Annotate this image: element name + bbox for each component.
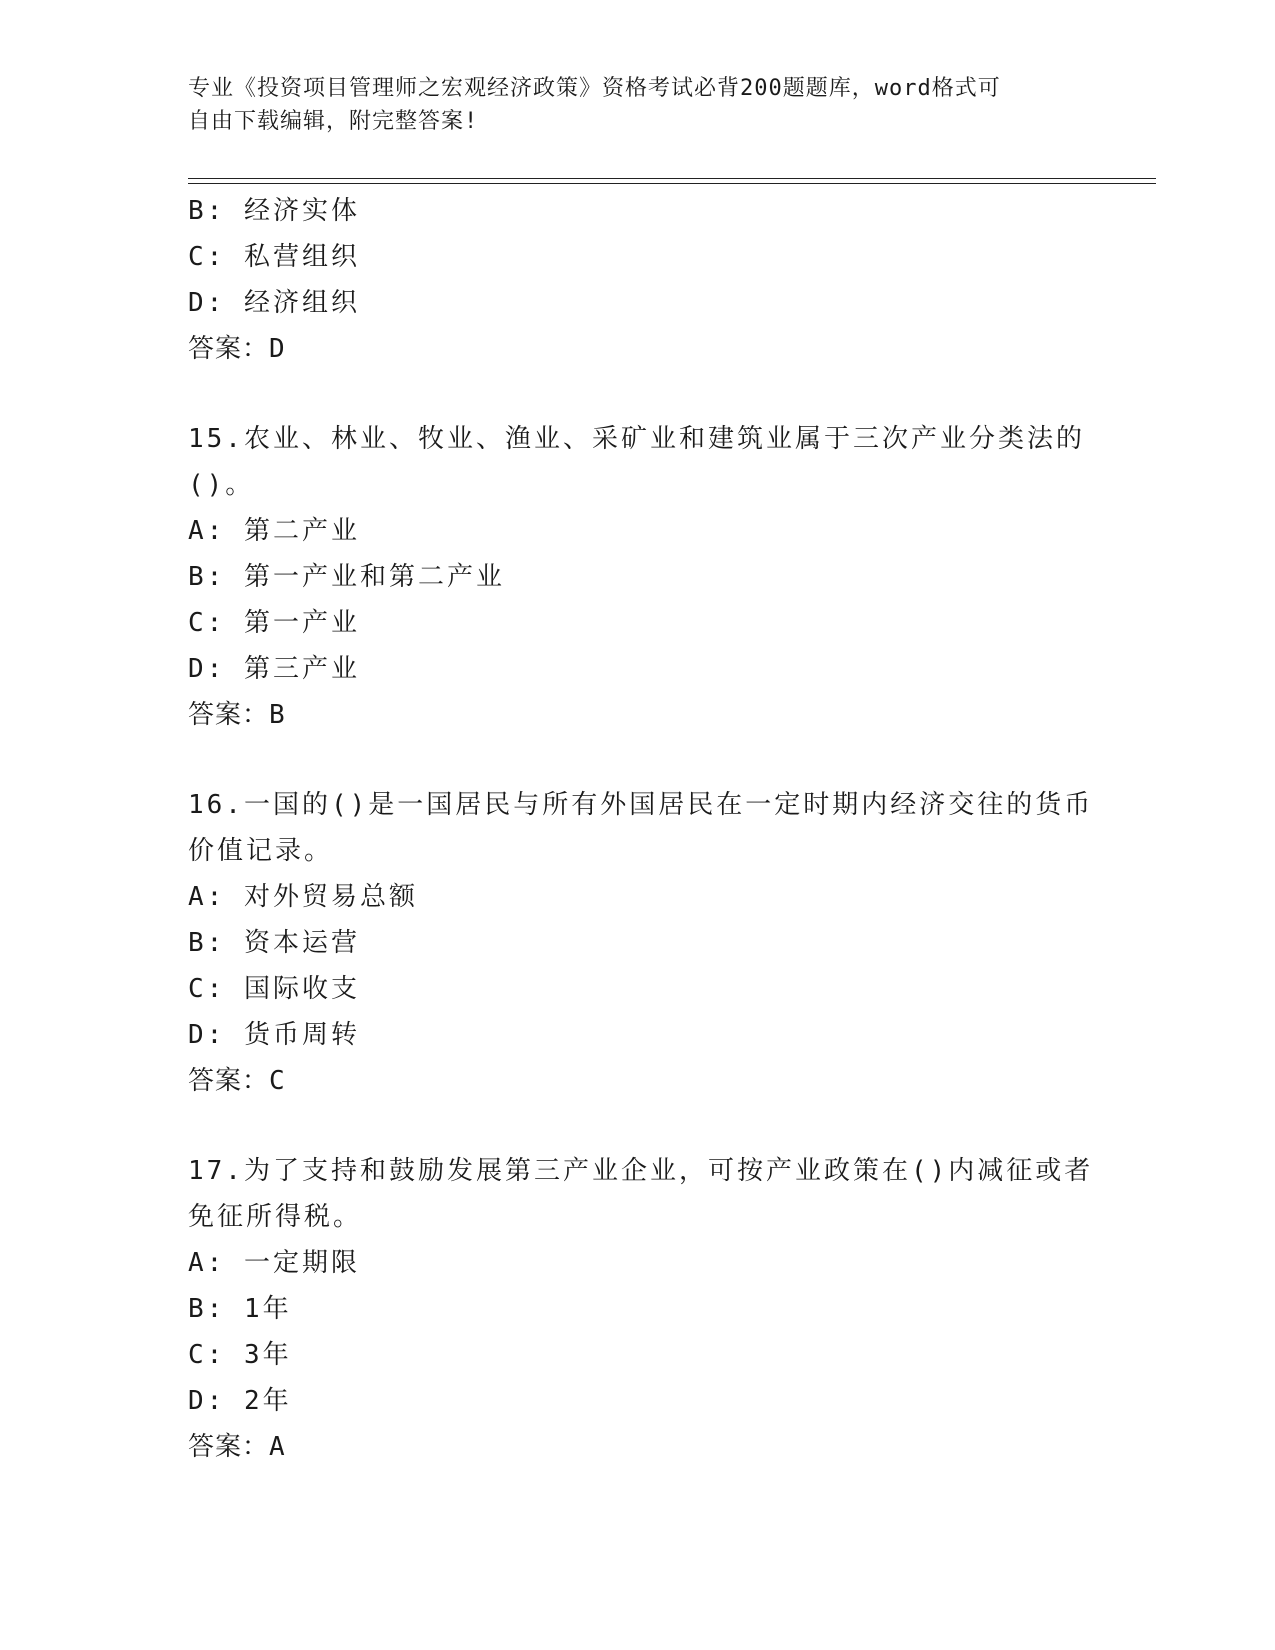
spacer — [188, 738, 1088, 782]
question-list — [188, 188, 1094, 1470]
answer-line: 答案：A — [188, 1432, 286, 1462]
answer-line: 答案：B — [188, 700, 286, 730]
option-b: B: 资本运营 — [188, 928, 360, 958]
option-a: A: 一定期限 — [188, 1248, 360, 1278]
header-divider-bottom — [188, 183, 1156, 184]
option-b: B: 经济实体 — [188, 196, 360, 226]
question-text-line-1: 15.农业、林业、牧业、渔业、采矿业和建筑业属于三次产业分类法的 — [188, 424, 1085, 454]
header-divider-top — [188, 178, 1156, 179]
question-text-line-2: 价值记录。 — [188, 836, 334, 866]
question-16 — [188, 782, 1094, 1104]
question-text-line-1: 16.一国的()是一国居民与所有外国居民在一定时期内经济交往的货币 — [188, 790, 1094, 820]
answer-line: 答案：D — [188, 334, 286, 364]
option-d: D: 2年 — [188, 1386, 292, 1416]
spacer — [188, 372, 1088, 416]
option-c: C: 第一产业 — [188, 608, 360, 638]
question-text-line-1: 17.为了支持和鼓励发展第三产业企业，可按产业政策在()内减征或者 — [188, 1156, 1094, 1186]
question-15 — [188, 416, 1088, 738]
option-c: C: 私营组织 — [188, 242, 360, 272]
option-a: A: 对外贸易总额 — [188, 882, 418, 912]
question-17 — [188, 1148, 1094, 1470]
option-d: D: 第三产业 — [188, 654, 360, 684]
option-c: C: 3年 — [188, 1340, 292, 1370]
spacer — [188, 1104, 1088, 1148]
question-text-line-2: 免征所得税。 — [188, 1202, 363, 1232]
option-a: A: 第二产业 — [188, 516, 360, 546]
header-line-2: 自由下载编辑，附完整答案! — [188, 109, 479, 134]
option-b: B: 1年 — [188, 1294, 292, 1324]
answer-line: 答案：C — [188, 1066, 286, 1096]
question-14-continued — [188, 188, 1088, 372]
option-b: B: 第一产业和第二产业 — [188, 562, 505, 592]
option-d: D: 货币周转 — [188, 1020, 360, 1050]
option-d: D: 经济组织 — [188, 288, 360, 318]
document-header — [188, 72, 1068, 138]
header-line-1: 专业《投资项目管理师之宏观经济政策》资格考试必背200题题库，word格式可 — [188, 76, 1001, 101]
question-text-line-2: ()。 — [188, 470, 255, 500]
option-c: C: 国际收支 — [188, 974, 360, 1004]
